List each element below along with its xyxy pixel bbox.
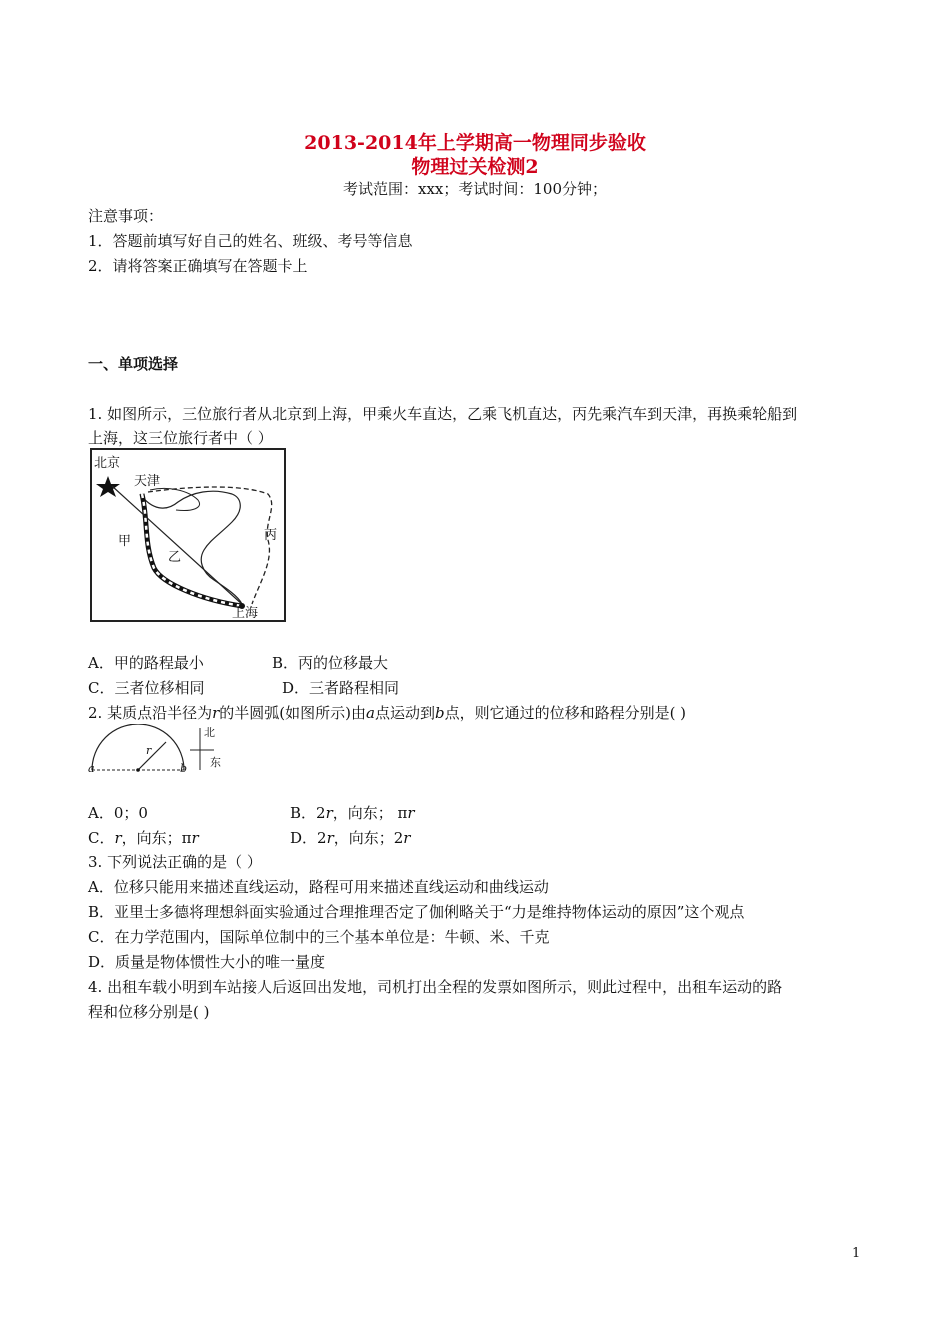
q3-option-a: A．位移只能用来描述直线运动，路程可用来描述直线运动和曲线运动 [88, 878, 549, 896]
q1-option-a: A．甲的路程最小 [88, 654, 204, 672]
notes-heading: 注意事项： [88, 207, 164, 225]
q4-stem-line2: 程和位移分别是( ) [88, 1003, 210, 1021]
exam-info: 考试范围：xxx；考试时间：100分钟； [342, 180, 607, 198]
q2-east-label: 东 [210, 756, 221, 769]
q2-point-b: b [180, 762, 188, 775]
page-subtitle: 物理过关检测2 [411, 156, 539, 178]
q2-stem: 2. 某质点沿半径为r的半圆弧(如图所示)由a点运动到b点，则它通过的位移和路程分别是( ) [88, 704, 687, 722]
map-label-tianjin: 天津 [134, 474, 161, 489]
q3-option-b: B．亚里士多德将理想斜面实验通过合理推理否定了伽俐略关于“力是维持物体运动的原因”这个观点 [88, 903, 745, 921]
page-title: 2013-2014年上学期高一物理同步验收 [304, 132, 646, 154]
q1-stem-line2: 上海，这三位旅行者中（ ） [88, 429, 273, 447]
q1-stem-line1: 1. 如图所示，三位旅行者从北京到上海，甲乘火车直达，乙乘飞机直达，丙先乘汽车到天津，再换乘轮船到 [88, 405, 798, 423]
beijing-star-icon [96, 476, 120, 497]
notes-item: 2．请将答案正确填写在答题卡上 [88, 257, 308, 275]
notes-item: 1．答题前填写好自己的姓名、班级、考号等信息 [88, 232, 413, 250]
map-label-bing: 丙 [264, 528, 278, 543]
map-label-beijing: 北京 [94, 456, 121, 471]
q4-stem-line1: 4. 出租车载小明到车站接人后返回出发地，司机打出全程的发票如图所示，则此过程中，出租车运动的路 [88, 978, 783, 996]
q1-route-map [90, 448, 286, 622]
q2-semicircle-figure [88, 724, 228, 778]
q3-option-d: D．质量是物体惯性大小的唯一量度 [88, 953, 326, 971]
section-heading: 一、单项选择 [88, 355, 179, 373]
page-number: 1 [852, 1246, 861, 1261]
q2-option-a: A．0；0 [88, 804, 148, 822]
q2-option-d: D．2r，向东；2r [290, 829, 411, 847]
q2-north-label: 北 [204, 726, 215, 739]
q2-option-c: C．r，向东；πr [88, 829, 199, 847]
q1-option-c: C．三者位移相同 [88, 679, 205, 697]
map-label-yi: 乙 [168, 550, 182, 565]
q1-option-b: B．丙的位移最大 [272, 654, 389, 672]
map-label-jia: 甲 [118, 534, 132, 549]
q3-stem: 3. 下列说法正确的是（ ） [88, 853, 262, 871]
q2-radius-label: r [146, 744, 152, 757]
q1-option-d: D．三者路程相同 [282, 679, 400, 697]
q2-point-a: a [88, 762, 95, 775]
q2-option-b: B．2r，向东； πr [290, 804, 415, 822]
map-label-shanghai: 上海 [232, 606, 259, 621]
q3-option-c: C．在力学范围内，国际单位制中的三个基本单位是：牛顿、米、千克 [88, 928, 550, 946]
